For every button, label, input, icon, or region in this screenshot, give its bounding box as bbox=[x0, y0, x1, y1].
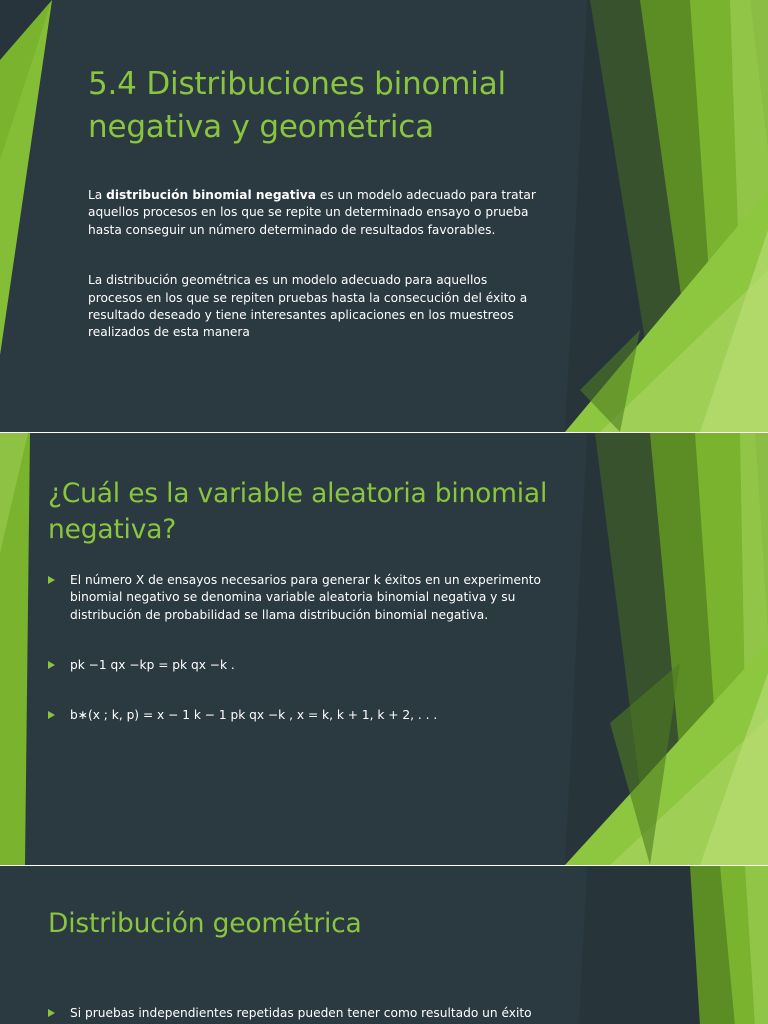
bullet-arrow-icon bbox=[48, 711, 55, 719]
para-1-bold-term: distribución binomial negativa bbox=[106, 188, 316, 202]
paragraph-geometrica: La distribución geométrica es un modelo adecuado para aquellos procesos en los que se repiten pruebas hasta la consecución del éxito a resultado deseado y tiene interesantes aplicaciones en los muestreos realizados de esta manera bbox=[88, 273, 528, 340]
slide-2-title-line-1: ¿Cuál es la variable aleatoria binomial bbox=[48, 478, 548, 509]
bullet-text: b∗(x ; k, p) = x − 1 k − 1 pk qx −k , x = k, k + 1, k + 2, . . . bbox=[70, 708, 438, 722]
slide-3 bbox=[0, 866, 768, 1024]
slide-2-title bbox=[48, 476, 547, 548]
slide-1 bbox=[0, 0, 768, 432]
list-item bbox=[70, 707, 590, 724]
paragraph-binomial-negativa bbox=[88, 187, 538, 239]
bullet-text: Si pruebas independientes repetidas pueden tener como resultado un éxito bbox=[70, 1006, 532, 1020]
decorative-green-shapes bbox=[0, 866, 768, 1024]
list-item bbox=[70, 657, 590, 674]
slide-1-title-line-1: 5.4 Distribuciones binomial bbox=[88, 66, 506, 102]
para-1-rest: es un modelo adecuado para tratar aquellos procesos en los que se repite un determinado ensayo o prueba hasta conseguir un número determinado de resultados favorables. bbox=[88, 188, 536, 237]
slide-1-title-line-2: negativa y geométrica bbox=[88, 109, 434, 145]
bullet-arrow-icon bbox=[48, 1009, 55, 1017]
slide-1-body bbox=[88, 187, 538, 342]
bullet-text: El número X de ensayos necesarios para generar k éxitos en un experimento binomial negativo se denomina variable aleatoria binomial negativa y su distribución de probabilidad se llama distribución binomial negativa. bbox=[70, 573, 541, 622]
slide-3-title: Distribución geométrica bbox=[48, 908, 362, 939]
list-item bbox=[70, 1005, 630, 1022]
slide-1-title bbox=[88, 63, 506, 149]
slide-2-title-line-2: negativa? bbox=[48, 514, 177, 545]
bullet-text: pk −1 qx −kp = pk qx −k . bbox=[70, 658, 235, 672]
slide-2 bbox=[0, 433, 768, 865]
para-1-prefix: La bbox=[88, 188, 107, 202]
bullet-arrow-icon bbox=[48, 661, 55, 669]
bullet-arrow-icon bbox=[48, 576, 55, 584]
list-item bbox=[70, 572, 590, 624]
